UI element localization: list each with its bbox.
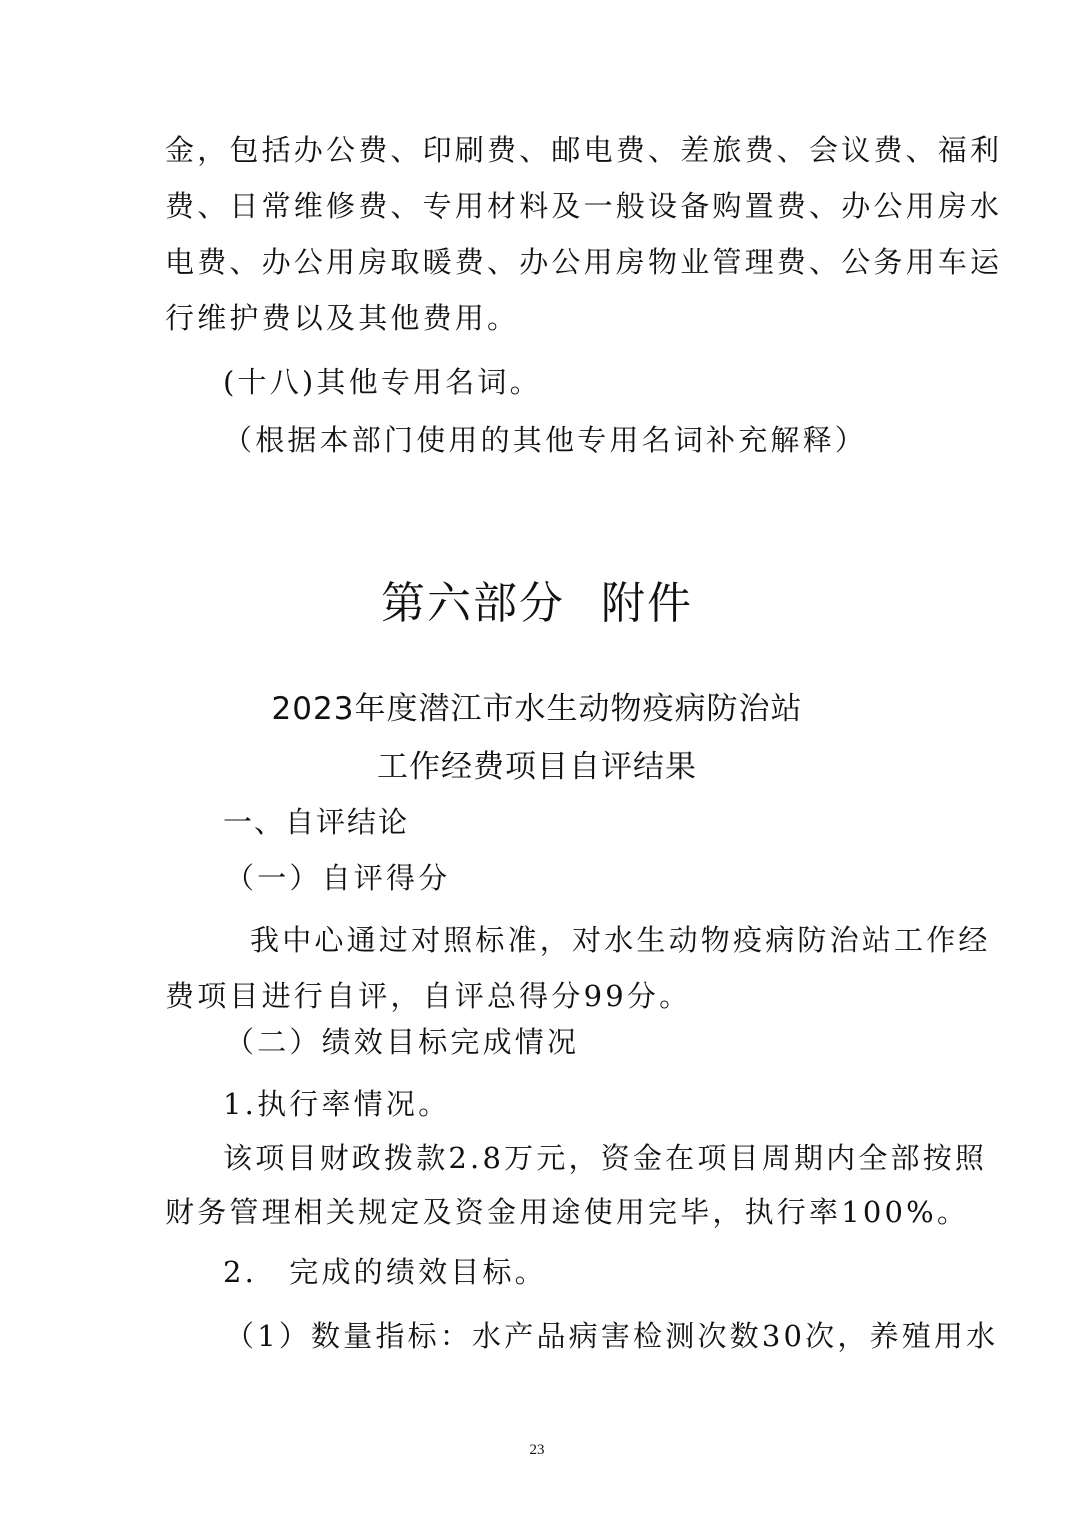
score-line-1: 我中心通过对照标准，对水生动物疫病防治站工作经 — [250, 923, 991, 957]
goals-heading: 2. 完成的绩效目标。 — [223, 1255, 547, 1289]
body-line-3: 电费、办公用房取暖费、办公用房物业管理费、公务用车运 — [165, 245, 1003, 279]
report-title-line-2: 工作经费项目自评结果 — [377, 749, 697, 785]
exec-rate-heading: 1.执行率情况。 — [223, 1087, 451, 1121]
body-line-4: 行维护费以及其他费用。 — [165, 301, 520, 335]
exec-line-1: 该项目财政拨款2.8万元，资金在项目周期内全部按照 — [223, 1141, 988, 1175]
subheading-goal-completion: （二）绩效目标完成情况 — [225, 1025, 580, 1059]
item-18-heading: (十八)其他专用名词。 — [223, 365, 542, 399]
body-line-1: 金，包括办公费、印刷费、邮电费、差旅费、会议费、福利 — [165, 133, 1003, 167]
report-title-line-1: 2023年度潜江市水生动物疫病防治站 — [271, 691, 803, 727]
section-title-part: 第六部分 — [381, 578, 565, 629]
heading-self-evaluation-conclusion: 一、自评结论 — [223, 805, 410, 839]
subheading-score: （一）自评得分 — [225, 861, 451, 895]
quantity-indicator-line: （1）数量指标：水产品病害检测次数30次，养殖用水 — [225, 1319, 999, 1353]
section-title — [0, 576, 1074, 632]
body-line-2: 费、日常维修费、专用材料及一般设备购置费、办公用房水 — [165, 189, 1003, 223]
score-line-2: 费项目进行自评，自评总得分99分。 — [165, 979, 692, 1013]
page-number: 23 — [529, 1442, 545, 1458]
item-18-note: （根据本部门使用的其他专用名词补充解释） — [223, 423, 868, 457]
exec-line-2: 财务管理相关规定及资金用途使用完毕，执行率100%。 — [165, 1195, 970, 1229]
section-title-name: 附件 — [601, 578, 693, 629]
